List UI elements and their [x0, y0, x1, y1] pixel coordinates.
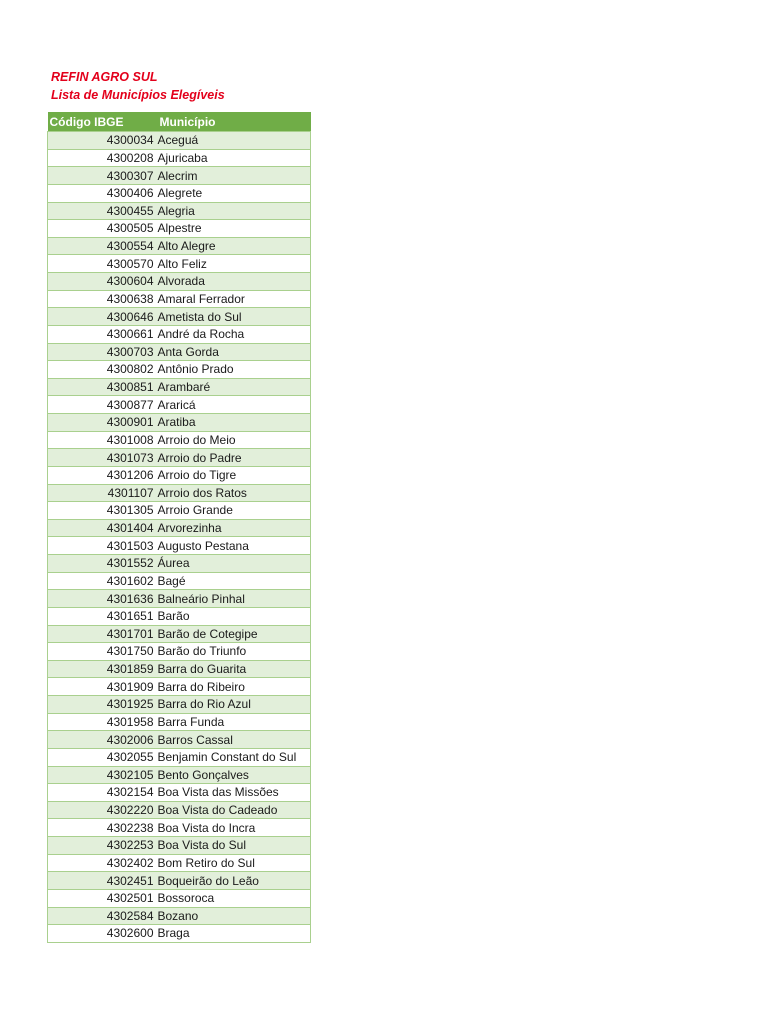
municipality-name-cell: Araricá: [154, 396, 311, 414]
table-row: [48, 784, 311, 802]
municipality-name-cell: Boa Vista do Cadeado: [154, 801, 311, 819]
table-row: [48, 537, 311, 555]
municipality-name-cell: Áurea: [154, 555, 311, 573]
row-spacer-cell: [48, 907, 105, 925]
table-row: [48, 925, 311, 943]
table-row: [48, 748, 311, 766]
table-row: [48, 273, 311, 291]
ibge-code-cell: 4301636: [105, 590, 154, 608]
row-spacer-cell: [48, 273, 105, 291]
row-spacer-cell: [48, 220, 105, 238]
municipality-name-cell: Alvorada: [154, 273, 311, 291]
municipality-name-cell: Balneário Pinhal: [154, 590, 311, 608]
table-row: [48, 854, 311, 872]
row-spacer-cell: [48, 607, 105, 625]
municipality-name-cell: Boa Vista do Sul: [154, 837, 311, 855]
row-spacer-cell: [48, 819, 105, 837]
column-header-municipality: Município: [154, 112, 311, 132]
row-spacer-cell: [48, 643, 105, 661]
row-spacer-cell: [48, 660, 105, 678]
table-row: [48, 766, 311, 784]
ibge-code-cell: 4300661: [105, 325, 154, 343]
table-row: [48, 484, 311, 502]
table-row: [48, 607, 311, 625]
ibge-code-cell: 4300455: [105, 202, 154, 220]
ibge-code-cell: 4301107: [105, 484, 154, 502]
ibge-code-cell: 4301206: [105, 466, 154, 484]
table-row: [48, 572, 311, 590]
table-row: [48, 590, 311, 608]
table-row: [48, 449, 311, 467]
municipality-name-cell: Bento Gonçalves: [154, 766, 311, 784]
ibge-code-cell: 4301602: [105, 572, 154, 590]
municipality-name-cell: Barão de Cotegipe: [154, 625, 311, 643]
table-row: [48, 149, 311, 167]
ibge-code-cell: 4300802: [105, 361, 154, 379]
ibge-code-cell: 4302055: [105, 748, 154, 766]
municipality-name-cell: Bossoroca: [154, 889, 311, 907]
ibge-code-cell: 4301859: [105, 660, 154, 678]
column-header-code: Código IBGE: [48, 112, 154, 132]
ibge-code-cell: 4301305: [105, 502, 154, 520]
municipality-name-cell: Antônio Prado: [154, 361, 311, 379]
municipality-name-cell: Alto Feliz: [154, 255, 311, 273]
municipality-name-cell: Benjamin Constant do Sul: [154, 748, 311, 766]
row-spacer-cell: [48, 237, 105, 255]
row-spacer-cell: [48, 361, 105, 379]
row-spacer-cell: [48, 713, 105, 731]
ibge-code-cell: 4300851: [105, 378, 154, 396]
table-row: [48, 414, 311, 432]
ibge-code-cell: 4300307: [105, 167, 154, 185]
table-row: [48, 625, 311, 643]
municipality-name-cell: André da Rocha: [154, 325, 311, 343]
table-body: [48, 132, 311, 943]
municipality-name-cell: Ametista do Sul: [154, 308, 311, 326]
ibge-code-cell: 4302501: [105, 889, 154, 907]
row-spacer-cell: [48, 149, 105, 167]
row-spacer-cell: [48, 678, 105, 696]
ibge-code-cell: 4300208: [105, 149, 154, 167]
ibge-code-cell: 4300877: [105, 396, 154, 414]
table-row: [48, 555, 311, 573]
table-row: [48, 643, 311, 661]
municipality-name-cell: Barra do Guarita: [154, 660, 311, 678]
ibge-code-cell: 4301958: [105, 713, 154, 731]
ibge-code-cell: 4301909: [105, 678, 154, 696]
ibge-code-cell: 4302238: [105, 819, 154, 837]
row-spacer-cell: [48, 872, 105, 890]
table-row: [48, 343, 311, 361]
ibge-code-cell: 4301404: [105, 519, 154, 537]
row-spacer-cell: [48, 519, 105, 537]
ibge-code-cell: 4301651: [105, 607, 154, 625]
municipality-name-cell: Alegria: [154, 202, 311, 220]
municipality-name-cell: Alpestre: [154, 220, 311, 238]
row-spacer-cell: [48, 572, 105, 590]
municipality-name-cell: Boqueirão do Leão: [154, 872, 311, 890]
municipality-name-cell: Arroio dos Ratos: [154, 484, 311, 502]
table-row: [48, 378, 311, 396]
ibge-code-cell: 4301750: [105, 643, 154, 661]
row-spacer-cell: [48, 308, 105, 326]
table-row: [48, 325, 311, 343]
document-title: REFIN AGRO SUL: [51, 70, 158, 84]
municipality-name-cell: Arroio do Tigre: [154, 466, 311, 484]
row-spacer-cell: [48, 925, 105, 943]
municipality-name-cell: Barão: [154, 607, 311, 625]
municipality-name-cell: Alto Alegre: [154, 237, 311, 255]
municipality-name-cell: Arambaré: [154, 378, 311, 396]
row-spacer-cell: [48, 696, 105, 714]
ibge-code-cell: 4302451: [105, 872, 154, 890]
table-row: [48, 907, 311, 925]
ibge-code-cell: 4301701: [105, 625, 154, 643]
ibge-code-cell: 4300638: [105, 290, 154, 308]
table-row: [48, 431, 311, 449]
row-spacer-cell: [48, 625, 105, 643]
municipality-name-cell: Barra do Ribeiro: [154, 678, 311, 696]
row-spacer-cell: [48, 854, 105, 872]
row-spacer-cell: [48, 184, 105, 202]
municipality-name-cell: Barra do Rio Azul: [154, 696, 311, 714]
row-spacer-cell: [48, 449, 105, 467]
row-spacer-cell: [48, 414, 105, 432]
ibge-code-cell: 4300901: [105, 414, 154, 432]
municipality-name-cell: Bozano: [154, 907, 311, 925]
document-subtitle: Lista de Municípios Elegíveis: [51, 88, 225, 102]
municipality-name-cell: Anta Gorda: [154, 343, 311, 361]
row-spacer-cell: [48, 466, 105, 484]
table-row: [48, 202, 311, 220]
ibge-code-cell: 4300505: [105, 220, 154, 238]
municipality-name-cell: Amaral Ferrador: [154, 290, 311, 308]
table-row: [48, 237, 311, 255]
ibge-code-cell: 4300604: [105, 273, 154, 291]
table-row: [48, 466, 311, 484]
municipality-name-cell: Barra Funda: [154, 713, 311, 731]
row-spacer-cell: [48, 748, 105, 766]
table-row: [48, 819, 311, 837]
row-spacer-cell: [48, 396, 105, 414]
table-row: [48, 308, 311, 326]
municipality-name-cell: Boa Vista das Missões: [154, 784, 311, 802]
table-row: [48, 184, 311, 202]
ibge-code-cell: 4302154: [105, 784, 154, 802]
row-spacer-cell: [48, 889, 105, 907]
row-spacer-cell: [48, 731, 105, 749]
ibge-code-cell: 4300554: [105, 237, 154, 255]
table-row: [48, 290, 311, 308]
municipality-name-cell: Aratiba: [154, 414, 311, 432]
table-row: [48, 660, 311, 678]
table-row: [48, 220, 311, 238]
ibge-code-cell: 4302105: [105, 766, 154, 784]
ibge-code-cell: 4302600: [105, 925, 154, 943]
table-row: [48, 361, 311, 379]
row-spacer-cell: [48, 837, 105, 855]
row-spacer-cell: [48, 167, 105, 185]
row-spacer-cell: [48, 555, 105, 573]
municipality-name-cell: Arvorezinha: [154, 519, 311, 537]
row-spacer-cell: [48, 255, 105, 273]
table-row: [48, 132, 311, 150]
table-row: [48, 255, 311, 273]
table-row: [48, 872, 311, 890]
table-row: [48, 889, 311, 907]
table-row: [48, 396, 311, 414]
municipality-name-cell: Braga: [154, 925, 311, 943]
table-row: [48, 696, 311, 714]
table-row: [48, 167, 311, 185]
municipality-name-cell: Arroio do Meio: [154, 431, 311, 449]
table-row: [48, 502, 311, 520]
row-spacer-cell: [48, 202, 105, 220]
municipality-name-cell: Augusto Pestana: [154, 537, 311, 555]
ibge-code-cell: 4301552: [105, 555, 154, 573]
row-spacer-cell: [48, 537, 105, 555]
municipality-name-cell: Aceguá: [154, 132, 311, 150]
table-row: [48, 801, 311, 819]
municipality-name-cell: Boa Vista do Incra: [154, 819, 311, 837]
row-spacer-cell: [48, 325, 105, 343]
ibge-code-cell: 4302584: [105, 907, 154, 925]
row-spacer-cell: [48, 343, 105, 361]
ibge-code-cell: 4300034: [105, 132, 154, 150]
municipality-name-cell: Bom Retiro do Sul: [154, 854, 311, 872]
municipality-name-cell: Barros Cassal: [154, 731, 311, 749]
ibge-code-cell: 4300570: [105, 255, 154, 273]
row-spacer-cell: [48, 431, 105, 449]
row-spacer-cell: [48, 502, 105, 520]
municipalities-table: [47, 112, 311, 943]
ibge-code-cell: 4302220: [105, 801, 154, 819]
row-spacer-cell: [48, 801, 105, 819]
municipality-name-cell: Arroio do Padre: [154, 449, 311, 467]
municipality-name-cell: Alecrim: [154, 167, 311, 185]
row-spacer-cell: [48, 766, 105, 784]
table-row: [48, 731, 311, 749]
ibge-code-cell: 4301503: [105, 537, 154, 555]
row-spacer-cell: [48, 290, 105, 308]
ibge-code-cell: 4302253: [105, 837, 154, 855]
table-row: [48, 519, 311, 537]
table-row: [48, 837, 311, 855]
ibge-code-cell: 4300406: [105, 184, 154, 202]
table-header-row: [48, 112, 311, 132]
ibge-code-cell: 4301073: [105, 449, 154, 467]
ibge-code-cell: 4300646: [105, 308, 154, 326]
table-row: [48, 678, 311, 696]
ibge-code-cell: 4300703: [105, 343, 154, 361]
ibge-code-cell: 4301925: [105, 696, 154, 714]
row-spacer-cell: [48, 590, 105, 608]
municipality-name-cell: Alegrete: [154, 184, 311, 202]
row-spacer-cell: [48, 132, 105, 150]
table-row: [48, 713, 311, 731]
municipality-name-cell: Barão do Triunfo: [154, 643, 311, 661]
municipality-name-cell: Ajuricaba: [154, 149, 311, 167]
municipality-name-cell: Arroio Grande: [154, 502, 311, 520]
municipality-name-cell: Bagé: [154, 572, 311, 590]
ibge-code-cell: 4301008: [105, 431, 154, 449]
row-spacer-cell: [48, 378, 105, 396]
row-spacer-cell: [48, 784, 105, 802]
ibge-code-cell: 4302402: [105, 854, 154, 872]
row-spacer-cell: [48, 484, 105, 502]
ibge-code-cell: 4302006: [105, 731, 154, 749]
